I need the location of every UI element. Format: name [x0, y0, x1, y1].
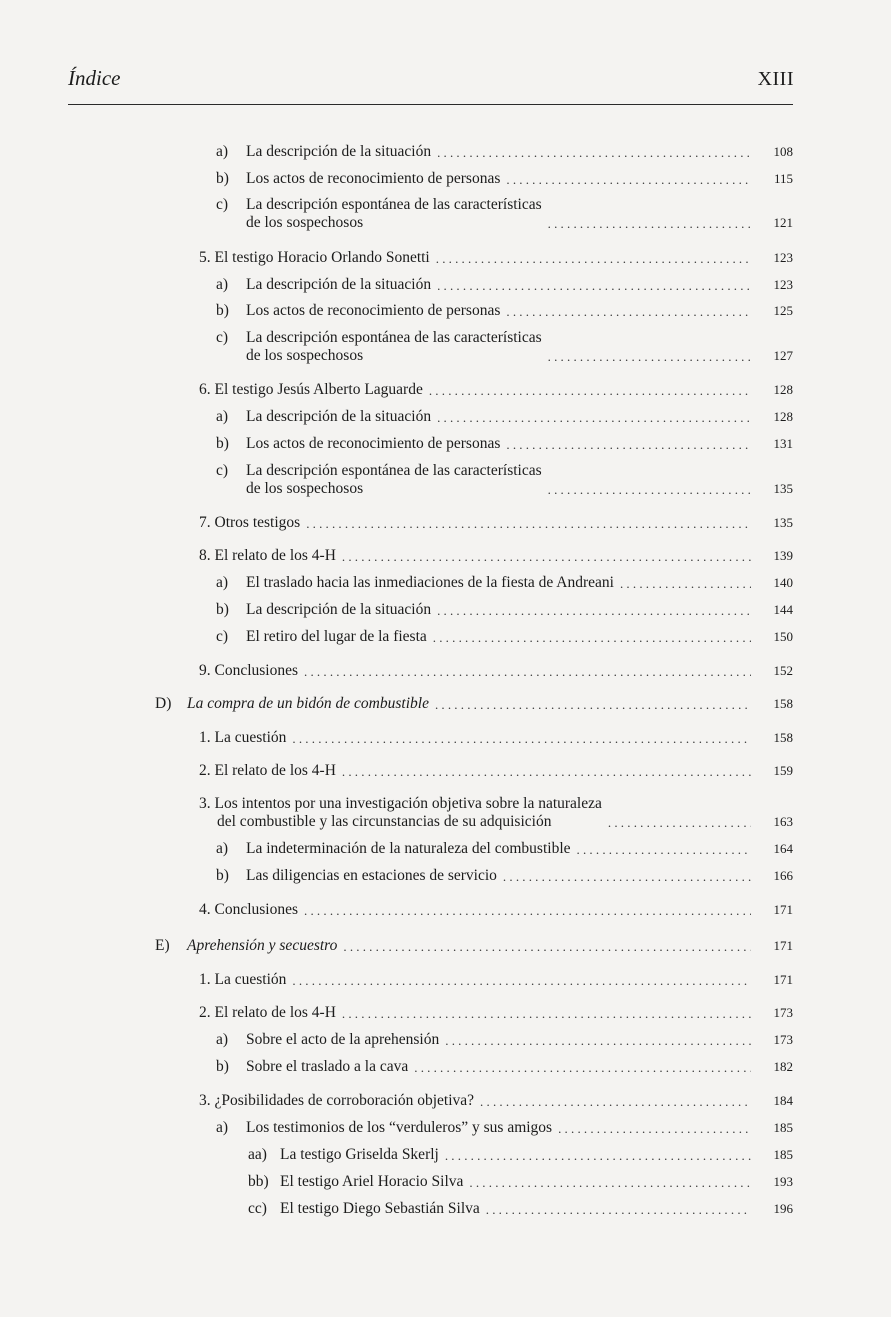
running-header-page-number: XIII [757, 68, 794, 90]
entry-page: 139 [773, 548, 793, 563]
entry-label: a) [216, 840, 229, 857]
leader-dots [304, 664, 751, 680]
entry-title: La descripción de la situación [246, 276, 432, 293]
leader-dots [437, 145, 751, 161]
leader-dots [435, 697, 751, 713]
entry-page: 185 [773, 1120, 793, 1135]
entry-title: 8. El relato de los 4-H [199, 547, 336, 564]
entry-label: b) [216, 601, 229, 618]
entry-title: Los actos de reconocimiento de personas [246, 435, 501, 452]
entry-title: El traslado hacia las inmediaciones de la fiesta de Andreani [246, 574, 614, 591]
entry-title-line1: 3. Los intentos por una investigación objetiva sobre la naturaleza [199, 795, 602, 812]
entry-label: b) [216, 867, 229, 884]
entry-title: La descripción de la situación [246, 601, 432, 618]
leader-dots [433, 630, 751, 646]
toc-entry [216, 867, 793, 885]
toc-entry [248, 1173, 793, 1191]
leader-dots [469, 1175, 751, 1191]
entry-page: 196 [773, 1201, 793, 1216]
entry-page: 123 [773, 250, 793, 265]
leader-dots [445, 1148, 751, 1164]
toc-entry [216, 462, 793, 498]
entry-page: 128 [773, 382, 793, 397]
entry-page: 127 [773, 348, 793, 363]
leader-dots [342, 549, 751, 565]
leader-dots [429, 383, 751, 399]
entry-page: 135 [773, 481, 793, 496]
leader-dots [486, 1202, 751, 1218]
entry-title-line2: de los sospechosos [246, 480, 364, 497]
leader-dots [620, 576, 751, 592]
entry-title-line2: del combustible y las circunstancias de su adquisición [217, 813, 552, 830]
leader-dots [304, 903, 751, 919]
entry-label: a) [216, 408, 229, 425]
entry-page: 125 [773, 303, 793, 318]
entry-label: a) [216, 143, 229, 160]
section-title: Aprehensión y secuestro [187, 937, 338, 954]
entry-title: Sobre el acto de la aprehensión [246, 1031, 440, 1048]
section-label: E) [155, 937, 170, 954]
entry-page: 171 [773, 972, 793, 987]
leader-dots [437, 603, 751, 619]
leader-dots [445, 1033, 751, 1049]
leader-dots [608, 815, 751, 831]
entry-page: 171 [773, 938, 793, 953]
leader-dots [306, 516, 751, 532]
entry-page: 159 [773, 763, 793, 778]
toc-entry [216, 1031, 793, 1049]
leader-dots [548, 482, 751, 498]
toc-entry [216, 329, 793, 365]
leader-dots [343, 939, 751, 955]
entry-title: El testigo Diego Sebastián Silva [280, 1200, 480, 1217]
leader-dots [342, 764, 751, 780]
toc-entry [216, 170, 793, 188]
entry-page: 166 [773, 868, 793, 883]
entry-title: 1. La cuestión [199, 729, 287, 746]
entry-page: 121 [773, 215, 793, 230]
leader-dots [558, 1121, 751, 1137]
entry-page: 184 [773, 1093, 793, 1108]
leader-dots [548, 349, 751, 365]
leader-dots [548, 216, 751, 232]
toc-entry [199, 381, 793, 399]
toc-entry [216, 601, 793, 619]
toc-entry [199, 249, 793, 267]
running-header-title: Índice [68, 66, 121, 90]
leader-dots [437, 278, 751, 294]
toc-entry [216, 628, 793, 646]
entry-title: El retiro del lugar de la fiesta [246, 628, 427, 645]
entry-label: a) [216, 276, 229, 293]
entry-title: 3. ¿Posibilidades de corroboración objetiva? [199, 1092, 475, 1109]
entry-title-line2: de los sospechosos [246, 347, 364, 364]
entry-label: a) [216, 1119, 229, 1136]
entry-page: 115 [773, 171, 793, 186]
toc-entry [199, 795, 793, 831]
entry-page: 131 [773, 436, 793, 451]
leader-dots [480, 1094, 751, 1110]
entry-page: 164 [773, 841, 793, 856]
leader-dots [506, 172, 751, 188]
toc-entry [199, 662, 793, 680]
entry-label: a) [216, 1031, 229, 1048]
toc-entry [216, 435, 793, 453]
entry-label: aa) [248, 1146, 267, 1163]
entry-label: c) [216, 462, 229, 479]
entry-page: 158 [773, 730, 793, 745]
toc-entry [199, 901, 793, 919]
entry-page: 182 [773, 1059, 793, 1074]
entry-title: El testigo Ariel Horacio Silva [280, 1173, 464, 1190]
toc-entry [216, 840, 793, 858]
leader-dots [414, 1060, 751, 1076]
entry-label: b) [216, 302, 229, 319]
entry-page: 193 [773, 1174, 793, 1189]
entry-title: Los actos de reconocimiento de personas [246, 170, 501, 187]
entry-title: Las diligencias en estaciones de servicio [246, 867, 497, 884]
toc-entry [216, 196, 793, 232]
leader-dots [506, 304, 751, 320]
leader-dots [577, 842, 751, 858]
entry-page: 163 [773, 814, 793, 829]
entry-title: La descripción de la situación [246, 408, 432, 425]
toc-entry [216, 302, 793, 320]
entry-title-line1: La descripción espontánea de las características [246, 196, 542, 213]
entry-page: 173 [773, 1032, 793, 1047]
entry-page: 135 [773, 515, 793, 530]
entry-page: 185 [773, 1147, 793, 1162]
toc-entry [216, 1058, 793, 1076]
entry-title: La descripción de la situación [246, 143, 432, 160]
entry-title: Los testimonios de los “verduleros” y sus amigos [246, 1119, 553, 1136]
entry-title: 9. Conclusiones [199, 662, 299, 679]
entry-label: c) [216, 329, 229, 346]
entry-page: 171 [773, 902, 793, 917]
leader-dots [506, 437, 751, 453]
entry-title: 2. El relato de los 4-H [199, 1004, 336, 1021]
entry-label: b) [216, 1058, 229, 1075]
toc-entry [248, 1146, 793, 1164]
leader-dots [503, 869, 751, 885]
toc-entry [216, 276, 793, 294]
entry-page: 158 [773, 696, 793, 711]
entry-page: 150 [773, 629, 793, 644]
toc-entry [199, 514, 793, 532]
entry-title: 2. El relato de los 4-H [199, 762, 336, 779]
section-title: La compra de un bidón de combustible [187, 695, 429, 712]
toc-section-entry [155, 937, 793, 955]
entry-title: La testigo Griselda Skerlj [280, 1146, 439, 1163]
entry-title-line2: de los sospechosos [246, 214, 364, 231]
entry-page: 144 [773, 602, 793, 617]
toc-entry [216, 408, 793, 426]
entry-title-line1: La descripción espontánea de las características [246, 329, 542, 346]
entry-label: b) [216, 435, 229, 452]
entry-title: 7. Otros testigos [199, 514, 301, 531]
entry-label: bb) [248, 1173, 269, 1190]
entry-page: 173 [773, 1005, 793, 1020]
entry-page: 123 [773, 277, 793, 292]
toc-entry [199, 1004, 793, 1022]
toc-entry [248, 1200, 793, 1218]
entry-label: cc) [248, 1200, 267, 1217]
entry-label: b) [216, 170, 229, 187]
entry-page: 140 [773, 575, 793, 590]
entry-label: c) [216, 196, 229, 213]
entry-title: Los actos de reconocimiento de personas [246, 302, 501, 319]
toc-entry [199, 971, 793, 989]
leader-dots [292, 973, 751, 989]
toc-entry [199, 729, 793, 747]
leader-dots [342, 1006, 751, 1022]
entry-page: 152 [773, 663, 793, 678]
entry-title: 1. La cuestión [199, 971, 287, 988]
entry-title-line1: La descripción espontánea de las características [246, 462, 542, 479]
entry-title: 5. El testigo Horacio Orlando Sonetti [199, 249, 430, 266]
entry-label: c) [216, 628, 229, 645]
section-label: D) [155, 695, 172, 712]
toc-entry [216, 143, 793, 161]
toc-entry [216, 574, 793, 592]
entry-page: 128 [773, 409, 793, 424]
leader-dots [437, 410, 751, 426]
toc-entry [199, 762, 793, 780]
entry-title: 4. Conclusiones [199, 901, 299, 918]
entry-page: 108 [773, 144, 793, 159]
entry-title: La indeterminación de la naturaleza del combustible [246, 840, 571, 857]
entry-label: a) [216, 574, 229, 591]
toc-entry [216, 1119, 793, 1137]
entry-title: Sobre el traslado a la cava [246, 1058, 409, 1075]
leader-dots [292, 731, 751, 747]
toc-entry [199, 547, 793, 565]
leader-dots [436, 251, 751, 267]
toc-section-entry [155, 695, 793, 713]
entry-title: 6. El testigo Jesús Alberto Laguarde [199, 381, 423, 398]
toc-entry [199, 1092, 793, 1110]
